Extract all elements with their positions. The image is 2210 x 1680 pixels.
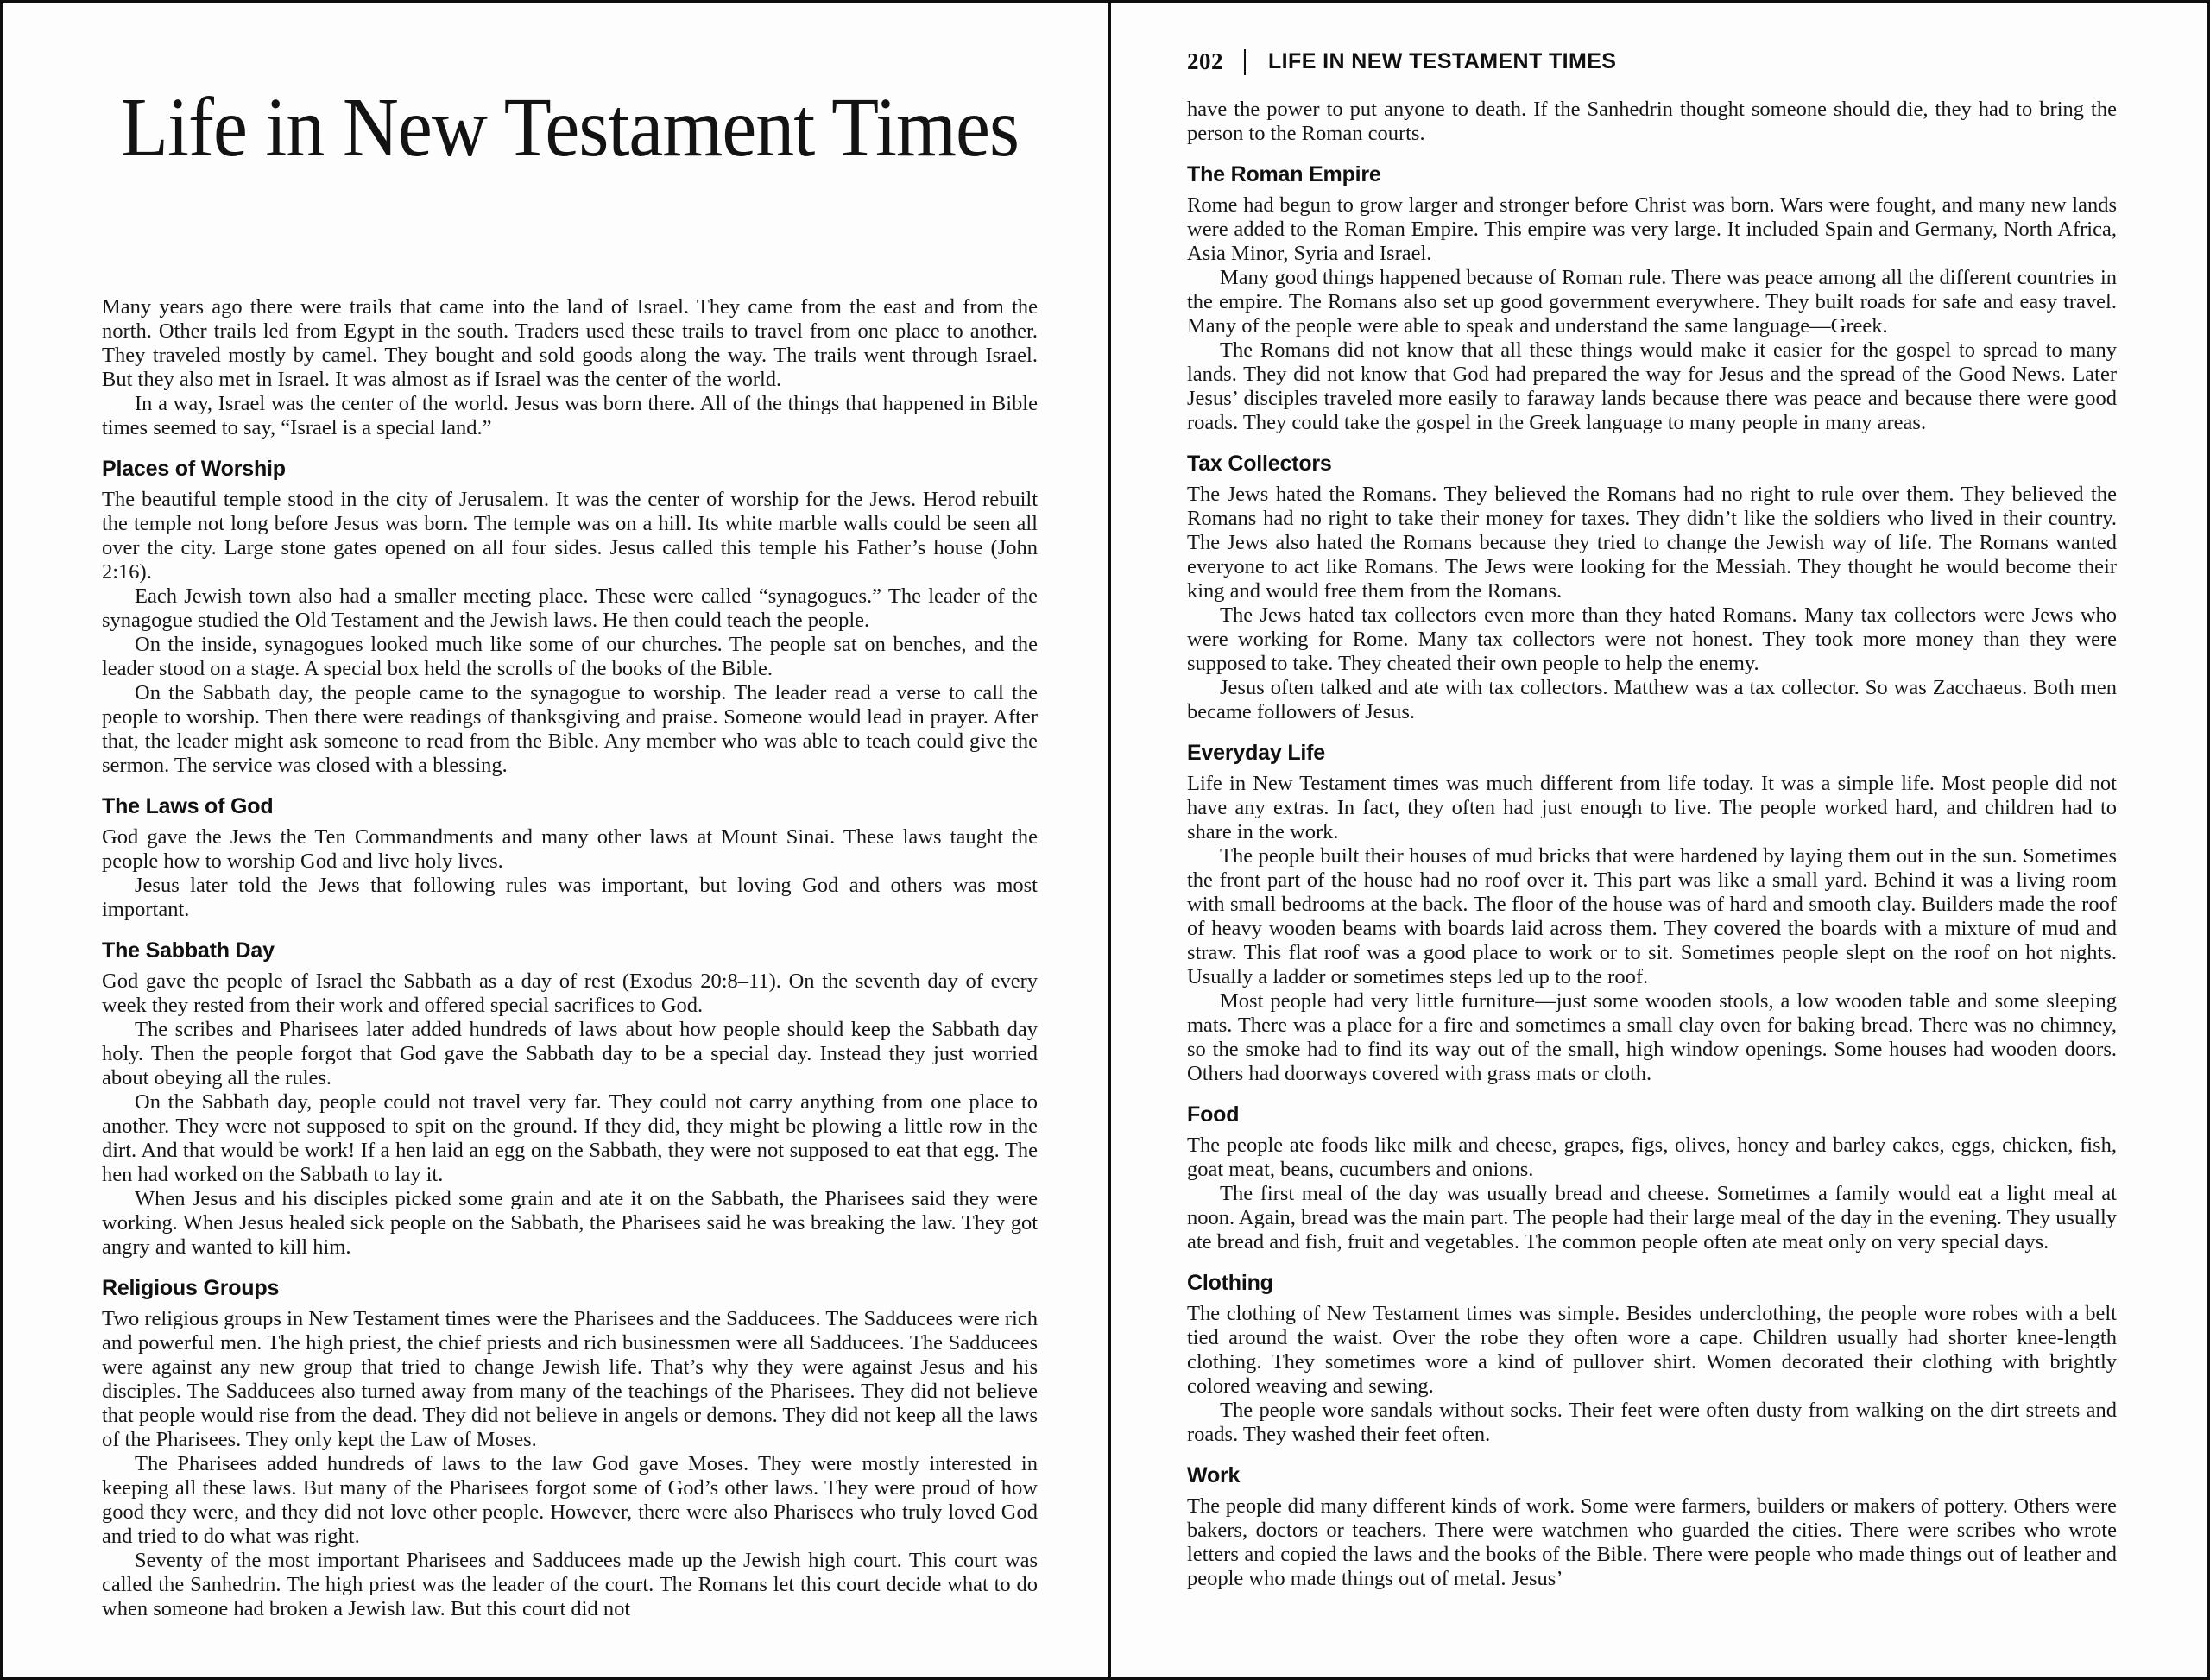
running-head: [1187, 48, 2117, 75]
section: [102, 1276, 1038, 1621]
paragraph: God gave the people of Israel the Sabbath as a day of rest (Exodus 20:8–11). On the seventh day of every week they rested from their work and offered special sacrifices to God.: [102, 969, 1038, 1017]
paragraph: Two religious groups in New Testament times were the Pharisees and the Sadducees. The Sadducees were rich and powerful men. The high priest, the chief priests and rich businessmen were all Sadducees. The Sadducees were against any new group that tried to change Jewish life. That’s why they were against Jesus and his disciples. The Sadducees also turned away from many of the teachings of the Pharisees. They did not believe that people would rise from the dead. They did not believe in angels or demons. They did not keep all the laws of the Pharisees. They only kept the Law of Moses.: [102, 1307, 1038, 1451]
page-number: 202: [1187, 48, 1223, 74]
paragraph: When Jesus and his disciples picked some grain and ate it on the Sabbath, the Pharisees said they were working. When Jesus healed sick people on the Sabbath, the Pharisees said he was breaking the law. They got angry and wanted to kill him.: [102, 1187, 1038, 1259]
section-paragraphs: [1187, 483, 2117, 724]
section: [102, 794, 1038, 922]
right-page-sections: [1187, 162, 2117, 1591]
section: [102, 938, 1038, 1260]
paragraph: The people ate foods like milk and cheese, grapes, figs, olives, honey and barley cakes, eggs, chicken, fish, goat meat, beans, cucumbers and onions.: [1187, 1134, 2117, 1181]
section: [1187, 162, 2117, 435]
paragraph: Jesus often talked and ate with tax collectors. Matthew was a tax collector. So was Zacchaeus. Both men became followers of Jesus.: [1187, 676, 2117, 723]
right-page: [1111, 3, 2210, 1677]
section-heading: Food: [1187, 1102, 1240, 1127]
section-paragraphs: [1187, 772, 2117, 1086]
paragraph: Jesus later told the Jews that following rules was important, but loving God and others was most important.: [102, 874, 1038, 921]
paragraph: God gave the Jews the Ten Commandments and many other laws at Mount Sinai. These laws taught the people how to worship God and live holy lives.: [102, 825, 1038, 873]
left-page: [3, 3, 1108, 1677]
paragraph: Many good things happened because of Roman rule. There was peace among all the different countries in the empire. The Romans also set up good government everywhere. They built roads for safe and easy travel. Many of the people were able to speak and understand the same language—Greek.: [1187, 266, 2117, 338]
paragraph: The Jews hated tax collectors even more than they hated Romans. Many tax collectors were Jews who were working for Rome. Many tax collectors were not honest. They took more money than they were supposed to take. They cheated their own people to help the enemy.: [1187, 603, 2117, 675]
paragraph: On the Sabbath day, the people came to the synagogue to worship. The leader read a verse to call the people to worship. Then there were readings of thanksgiving and praise. Someone would lead in prayer. After that, the leader might ask someone to read from the Bible. Any member who was able to teach could give the sermon. The service was closed with a blessing.: [102, 681, 1038, 777]
section-paragraphs: [1187, 193, 2117, 435]
section-paragraphs: [1187, 1302, 2117, 1447]
section-heading: Clothing: [1187, 1271, 1273, 1295]
paragraph: On the Sabbath day, people could not travel very far. They could not carry anything from one place to another. They were not supposed to spit on the ground. If they did, they might be plowing a little row in the dirt. And that would be work! If a hen laid an egg on the Sabbath, they were not supposed to eat that egg. The hen had worked on the Sabbath to lay it.: [102, 1090, 1038, 1186]
section: [1187, 452, 2117, 724]
left-page-sections: [102, 457, 1038, 1621]
paragraph: The beautiful temple stood in the city of Jerusalem. It was the center of worship for the Jews. Herod rebuilt the temple not long before Jesus was born. The temple was on a hill. Its white marble walls could be seen all over the city. Large stone gates opened on all four sides. Jesus called this temple his Father’s house (John 2:16).: [102, 488, 1038, 584]
section-heading: Religious Groups: [102, 1276, 280, 1300]
paragraph: Many years ago there were trails that came into the land of Israel. They came from the east and from the north. Other trails led from Egypt in the south. Traders used these trails to travel from one place to another. They traveled mostly by camel. They bought and sold goods along the way. The trails went through Israel. But they also met in Israel. It was almost as if Israel was the center of the world.: [102, 295, 1038, 391]
paragraph: The scribes and Pharisees later added hundreds of laws about how people should keep the Sabbath day holy. Then the people forgot that God gave the Sabbath day to be a special day. Instead they just worried about obeying all the rules.: [102, 1018, 1038, 1089]
paragraph: The Pharisees added hundreds of laws to the law God gave Moses. They were mostly interested in keeping all these laws. But many of the Pharisees forgot some of God’s other laws. They were proud of how good they were, and they did not love other people. However, there were also Pharisees who truly loved God and tried to do what was right.: [102, 1452, 1038, 1548]
paragraph: The Jews hated the Romans. They believed the Romans had no right to rule over them. They believed the Romans had no right to take their money for taxes. They didn’t like the soldiers who lived in their country. The Jews also hated the Romans because they tried to change the Jewish way of life. The Romans wanted everyone to act like Romans. The Jews were looking for the Messiah. They thought he would become their king and would free them from the Romans.: [1187, 483, 2117, 603]
section: [102, 457, 1038, 778]
section-heading: The Roman Empire: [1187, 162, 1381, 186]
section: [1187, 1271, 2117, 1447]
intro-paragraphs: [102, 295, 1038, 440]
paragraph: The first meal of the day was usually bread and cheese. Sometimes a family would eat a light meal at noon. Again, bread was the main part. The people had their large meal of the day in the evening. They usually ate bread and fish, fruit and vegetables. The common people often ate meat only on very special days.: [1187, 1182, 2117, 1254]
paragraph: On the inside, synagogues looked much like some of our churches. The people sat on benches, and the leader stood on a stage. A special box held the scrolls of the books of the Bible.: [102, 633, 1038, 680]
paragraph: In a way, Israel was the center of the world. Jesus was born there. All of the things that happened in Bible times seemed to say, “Israel is a special land.”: [102, 392, 1038, 439]
section-paragraphs: [102, 488, 1038, 778]
chapter-title: Life in New Testament Times: [121, 81, 1019, 174]
section-paragraphs: [1187, 1134, 2117, 1254]
paragraph: The people wore sandals without socks. Their feet were often dusty from walking on the dirt streets and roads. They washed their feet often.: [1187, 1399, 2117, 1446]
paragraph: The people built their houses of mud bricks that were hardened by laying them out in the sun. Sometimes the front part of the house had no roof over it. This part was like a small yard. Behind it was a living room with small bedrooms at the back. The floor of the house was of hard and smooth clay. Builders made the roof of heavy wooden beams with boards laid across them. They covered the boards with a mixture of mud and straw. This flat roof was a good place to work or to sit. Sometimes people slept on the roof on hot nights. Usually a ladder or sometimes steps led up to the roof.: [1187, 844, 2117, 988]
section-heading: Everyday Life: [1187, 741, 1325, 765]
section: [1187, 741, 2117, 1086]
section-heading: The Laws of God: [102, 794, 274, 818]
section-heading: Places of Worship: [102, 457, 286, 481]
section-paragraphs: [102, 1307, 1038, 1621]
paragraph: Life in New Testament times was much different from life today. It was a simple life. Most people did not have any extras. In fact, they often had just enough to live. The people worked hard, and children had to share in the work.: [1187, 772, 2117, 843]
paragraph: Rome had begun to grow larger and stronger before Christ was born. Wars were fought, and many new lands were added to the Roman Empire. This empire was very large. It included Spain and Germany, North Africa, Asia Minor, Syria and Israel.: [1187, 193, 2117, 265]
section: [1187, 1102, 2117, 1254]
section-paragraphs: [1187, 1494, 2117, 1591]
paragraph: The people did many different kinds of work. Some were farmers, builders or makers of pottery. Others were bakers, doctors or teachers. There were watchmen who guarded the cities. There were scribes who wrote letters and copied the laws and the books of the Bible. There were people who made things out of leather and people who made things out of metal. Jesus’: [1187, 1494, 2117, 1590]
section-paragraphs: [102, 825, 1038, 922]
header-separator-rule: [1244, 49, 1246, 75]
section-paragraphs: [102, 969, 1038, 1260]
section-heading: The Sabbath Day: [102, 938, 275, 963]
section-heading: Work: [1187, 1463, 1241, 1487]
section-heading: Tax Collectors: [1187, 452, 1332, 476]
section: [1187, 1463, 2117, 1591]
continuation-paragraph: have the power to put anyone to death. If the Sanhedrin thought someone should die, they had to bring the person to the Roman courts.: [1187, 98, 2117, 145]
paragraph: Seventy of the most important Pharisees and Sadducees made up the Jewish high court. This court was called the Sanhedrin. The high priest was the leader of the court. The Romans let this court decide what to do when someone had broken a Jewish law. But this court did not: [102, 1549, 1038, 1620]
paragraph: The clothing of New Testament times was simple. Besides underclothing, the people wore robes with a belt tied around the waist. Over the robe they often wore a cape. Children usually had shorter knee-length clothing. They sometimes wore a kind of pullover shirt. Women decorated their clothing with brightly colored weaving and sewing.: [1187, 1302, 2117, 1398]
running-title: LIFE IN NEW TESTAMENT TIMES: [1268, 49, 1617, 73]
paragraph: The Romans did not know that all these things would make it easier for the gospel to spread to many lands. They did not know that God had prepared the way for Jesus and the spread of the Good News. Later Jesus’ disciples traveled more easily to faraway lands because there was peace and because there were good roads. They could take the gospel in the Greek language to many people in many areas.: [1187, 338, 2117, 434]
paragraph: Each Jewish town also had a smaller meeting place. These were called “synagogues.” The leader of the synagogue studied the Old Testament and the Jewish laws. He then could teach the people.: [102, 584, 1038, 632]
paragraph: Most people had very little furniture—just some wooden stools, a low wooden table and some sleeping mats. There was a place for a fire and sometimes a small clay oven for baking bread. There was no chimney, so the smoke had to find its way out of the small, high window openings. Some houses had wooden doors. Others had doorways covered with grass mats or cloth.: [1187, 989, 2117, 1085]
